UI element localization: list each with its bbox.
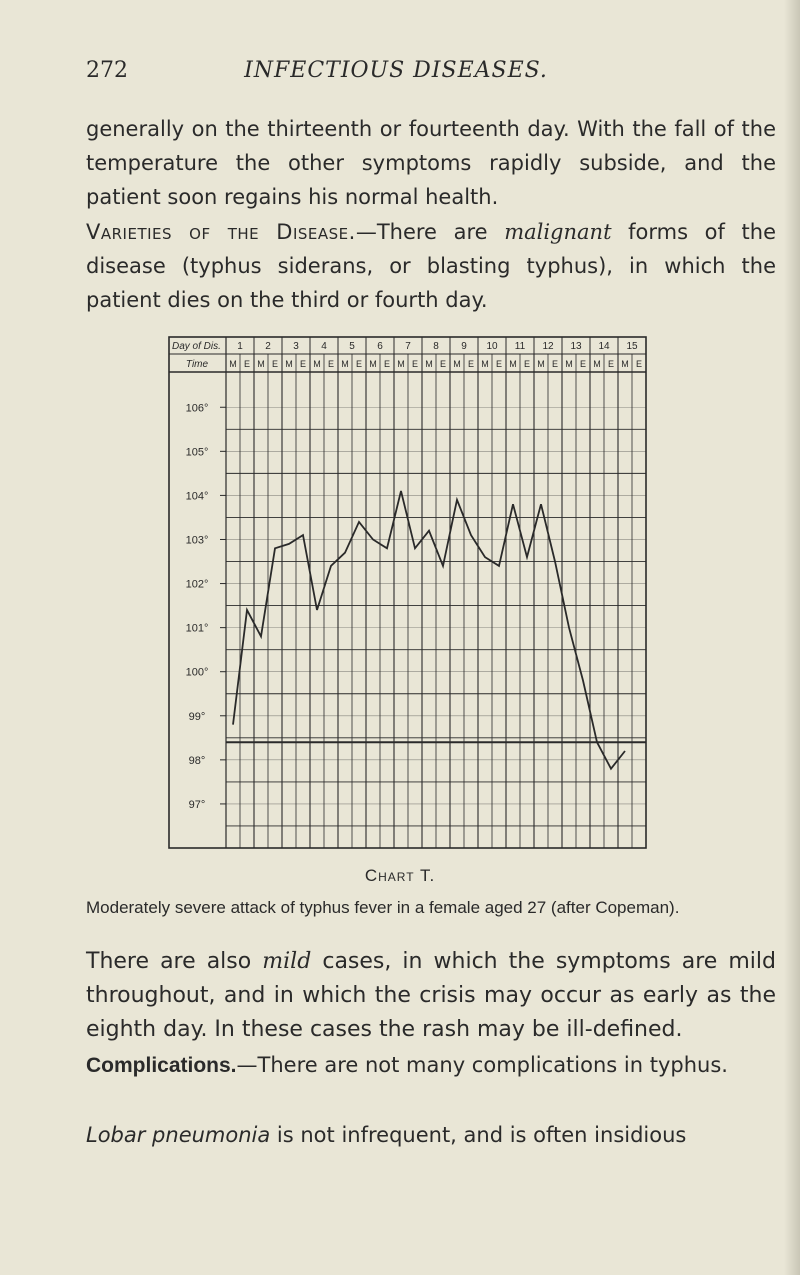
time-label: E (327, 359, 335, 369)
time-label: M (257, 359, 265, 369)
y-tick-label: 97° (188, 798, 206, 811)
time-label: E (523, 359, 531, 369)
paragraph-intro: generally on the thirteenth or fourteenth day. With the fall of the temperature the other symptoms rapidly subside, and the patient soon regains his normal health. (86, 117, 776, 209)
day-number: 15 (626, 341, 638, 352)
time-label: M (453, 359, 461, 369)
varieties-text-a: —There are (355, 220, 505, 244)
y-tick-label: 98° (188, 754, 206, 767)
lobar-pneumonia-emphasis: Lobar pneumonia (86, 1123, 271, 1147)
y-tick-label: 100° (185, 666, 209, 679)
page-number: 272 (86, 58, 128, 83)
day-number: 3 (293, 341, 299, 352)
malignant-emphasis: malignant (504, 220, 612, 244)
mild-emphasis: mild (262, 949, 312, 974)
time-label: E (243, 359, 251, 369)
time-label: E (579, 359, 587, 369)
day-number: 9 (461, 341, 467, 352)
day-number: 2 (265, 341, 271, 352)
time-label: M (229, 359, 237, 369)
time-label: M (397, 359, 405, 369)
time-label: E (467, 359, 475, 369)
mild-text-a: There are also (86, 949, 263, 974)
time-label: E (355, 359, 363, 369)
day-number: 14 (598, 341, 610, 352)
time-label: E (439, 359, 447, 369)
chart-caption: Moderately severe attack of typhus fever in a female aged 27 (after Copeman). (86, 898, 680, 917)
day-number: 5 (349, 341, 355, 352)
time-row-label: Time (185, 359, 209, 370)
time-label: E (551, 359, 559, 369)
y-tick-label: 101° (185, 622, 209, 635)
time-label: M (341, 359, 349, 369)
y-tick-label: 103° (185, 534, 209, 547)
running-title: INFECTIOUS DISEASES. (244, 58, 548, 83)
day-number: 8 (433, 341, 439, 352)
time-label: M (369, 359, 377, 369)
day-number: 6 (377, 341, 383, 352)
time-label: M (565, 359, 573, 369)
paragraph-complications (86, 1048, 776, 1083)
time-label: M (313, 359, 321, 369)
day-number: 11 (514, 341, 526, 352)
paragraph-pneumonia (86, 1118, 776, 1152)
y-tick-label: 99° (188, 710, 206, 723)
day-number: 12 (542, 341, 554, 352)
time-label: E (271, 359, 279, 369)
day-number: 10 (486, 341, 498, 352)
time-label: M (481, 359, 489, 369)
time-label: M (425, 359, 433, 369)
pneumonia-text: is not infrequent, and is often insidious (270, 1123, 687, 1147)
paragraph-varieties (86, 215, 776, 317)
time-label: E (411, 359, 419, 369)
y-tick-label: 105° (185, 446, 209, 459)
complications-heading: Complications. (86, 1054, 237, 1077)
time-label: E (635, 359, 643, 369)
time-label: M (285, 359, 293, 369)
varieties-heading: Varieties of the Disease. (86, 220, 356, 244)
running-head (86, 58, 686, 88)
y-tick-label: 104° (185, 490, 209, 503)
complications-text: —There are not many complications in typhus. (236, 1053, 728, 1077)
time-label: M (621, 359, 629, 369)
time-label: E (607, 359, 615, 369)
day-number: 13 (570, 341, 582, 352)
chart-title: Chart T. (364, 866, 436, 885)
page-edge-shadow (784, 0, 800, 1275)
day-number: 7 (405, 341, 411, 352)
varieties-text-b: forms of the disease (typhus siderans, or blasting typhus), in which the patient dies on the third or fourth day. (86, 220, 777, 312)
time-label: E (299, 359, 307, 369)
time-label: M (537, 359, 545, 369)
mild-text-b: cases, in which the symptoms are mild throughout, and in which the crisis may occur as early as the eighth day. In these cases the rash may be ill-defined. (86, 949, 776, 1042)
temperature-chart (168, 336, 648, 850)
day-row-label: Day of Dis. (172, 341, 221, 352)
y-tick-label: 106° (185, 402, 209, 415)
paragraph-mild-cases (86, 945, 776, 1047)
day-number: 1 (237, 341, 243, 352)
time-label: M (509, 359, 517, 369)
temperature-chart-svg (168, 336, 648, 850)
time-label: E (383, 359, 391, 369)
chart-frame (169, 337, 646, 848)
y-tick-label: 102° (185, 578, 209, 591)
temperature-series-line (233, 491, 625, 769)
time-label: E (495, 359, 503, 369)
day-number: 4 (321, 341, 327, 352)
time-label: M (593, 359, 601, 369)
